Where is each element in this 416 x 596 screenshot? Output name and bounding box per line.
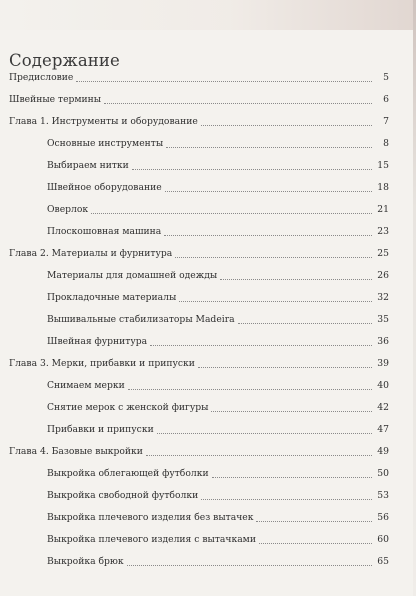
toc-page-number: 25: [377, 248, 389, 259]
toc-section-entry: [0, 328, 416, 350]
toc-entry-title: Выбираем нитки: [47, 160, 129, 171]
toc-page-number: 26: [377, 270, 389, 281]
dot-leader: [76, 81, 372, 82]
toc-page-number: 36: [377, 336, 389, 347]
dot-leader: [198, 367, 372, 368]
toc-page-number: 56: [377, 512, 389, 523]
toc-entry-title: Глава 3. Мерки, прибавки и припуски: [9, 358, 195, 369]
dot-leader: [128, 389, 372, 390]
toc-section-entry: [0, 218, 416, 240]
toc-entry-title: Предисловие: [9, 72, 74, 83]
toc-page-number: 7: [383, 116, 389, 127]
toc-chapter-entry: [0, 108, 416, 130]
toc-page-number: 6: [383, 94, 389, 105]
toc-entry-title: Снятие мерок с женской фигуры: [47, 402, 209, 413]
toc-page-number: 18: [377, 182, 389, 193]
toc-section-entry: [0, 416, 416, 438]
toc-entry-title: Оверлок: [47, 204, 89, 215]
dot-leader: [127, 565, 372, 566]
toc-section-entry: [0, 174, 416, 196]
toc-entry-title: Выкройка облегающей футболки: [47, 468, 209, 479]
toc-section-entry: [0, 548, 416, 570]
toc-page-number: 53: [377, 490, 389, 501]
toc-section-entry: [0, 152, 416, 174]
dot-leader: [201, 499, 372, 500]
toc-section-entry: [0, 306, 416, 328]
toc-entry-title: Прибавки и припуски: [47, 424, 154, 435]
toc-entry-title: Основные инструменты: [47, 138, 164, 149]
toc-entry-title: Плоскошовная машина: [47, 226, 162, 237]
toc-section-entry: [0, 372, 416, 394]
toc-page-number: 50: [377, 468, 389, 479]
toc-section-entry: [0, 460, 416, 482]
toc-page-number: 49: [377, 446, 389, 457]
toc-heading: Содержание: [9, 51, 120, 71]
dot-leader: [157, 433, 372, 434]
toc-chapter-entry: [0, 438, 416, 460]
toc-entry-title: Глава 2. Материалы и фурнитура: [9, 248, 173, 259]
toc-section-entry: [0, 196, 416, 218]
dot-leader: [259, 543, 372, 544]
toc-entry-title: Вышивальные стабилизаторы Madeira: [47, 314, 235, 325]
toc-page-number: 39: [377, 358, 389, 369]
toc-page-number: 8: [383, 138, 389, 149]
dot-leader: [256, 521, 372, 522]
dot-leader: [238, 323, 372, 324]
dot-leader: [150, 345, 372, 346]
toc-page-number: 23: [377, 226, 389, 237]
dot-leader: [132, 169, 372, 170]
dot-leader: [165, 191, 372, 192]
toc-page-number: 15: [377, 160, 389, 171]
toc-entry-title: Прокладочные материалы: [47, 292, 177, 303]
page-top-shadow: [0, 0, 416, 30]
toc-entry-title: Глава 4. Базовые выкройки: [9, 446, 143, 457]
toc-page-number: 35: [377, 314, 389, 325]
toc-entry-title: Выкройка брюк: [47, 556, 124, 567]
toc-page-number: 40: [377, 380, 389, 391]
toc-entry-title: Швейные термины: [9, 94, 102, 105]
dot-leader: [201, 125, 372, 126]
toc-section-entry: [0, 284, 416, 306]
toc-page-number: 47: [377, 424, 389, 435]
toc-entry-title: Выкройка свободной футболки: [47, 490, 199, 501]
toc-entry-title: Выкройка плечевого изделия без вытачек: [47, 512, 254, 523]
dot-leader: [179, 301, 372, 302]
toc-page-number: 32: [377, 292, 389, 303]
dot-leader: [91, 213, 372, 214]
toc-page-number: 65: [377, 556, 389, 567]
toc-section-entry: [0, 130, 416, 152]
toc-page-number: 21: [377, 204, 389, 215]
toc-section-entry: [0, 504, 416, 526]
toc-chapter-entry: [0, 64, 416, 86]
toc-section-entry: [0, 526, 416, 548]
toc-chapter-entry: [0, 350, 416, 372]
toc-chapter-entry: [0, 86, 416, 108]
dot-leader: [146, 455, 372, 456]
toc-entry-title: Выкройка плечевого изделия с вытачками: [47, 534, 256, 545]
toc-entry-title: Снимаем мерки: [47, 380, 125, 391]
dot-leader: [212, 477, 372, 478]
toc-page-number: 5: [383, 72, 389, 83]
dot-leader: [164, 235, 372, 236]
toc-entry-title: Глава 1. Инструменты и оборудование: [9, 116, 198, 127]
toc-entry-title: Швейная фурнитура: [47, 336, 148, 347]
dot-leader: [175, 257, 372, 258]
toc-entry-title: Швейное оборудование: [47, 182, 162, 193]
toc-section-entry: [0, 262, 416, 284]
toc-page-number: 42: [377, 402, 389, 413]
toc-chapter-entry: [0, 240, 416, 262]
toc-section-entry: [0, 482, 416, 504]
dot-leader: [220, 279, 372, 280]
toc-page-number: 60: [377, 534, 389, 545]
table-of-contents: [0, 64, 416, 570]
toc-entry-title: Материалы для домашней одежды: [47, 270, 218, 281]
dot-leader: [104, 103, 372, 104]
dot-leader: [211, 411, 372, 412]
dot-leader: [166, 147, 372, 148]
toc-section-entry: [0, 394, 416, 416]
